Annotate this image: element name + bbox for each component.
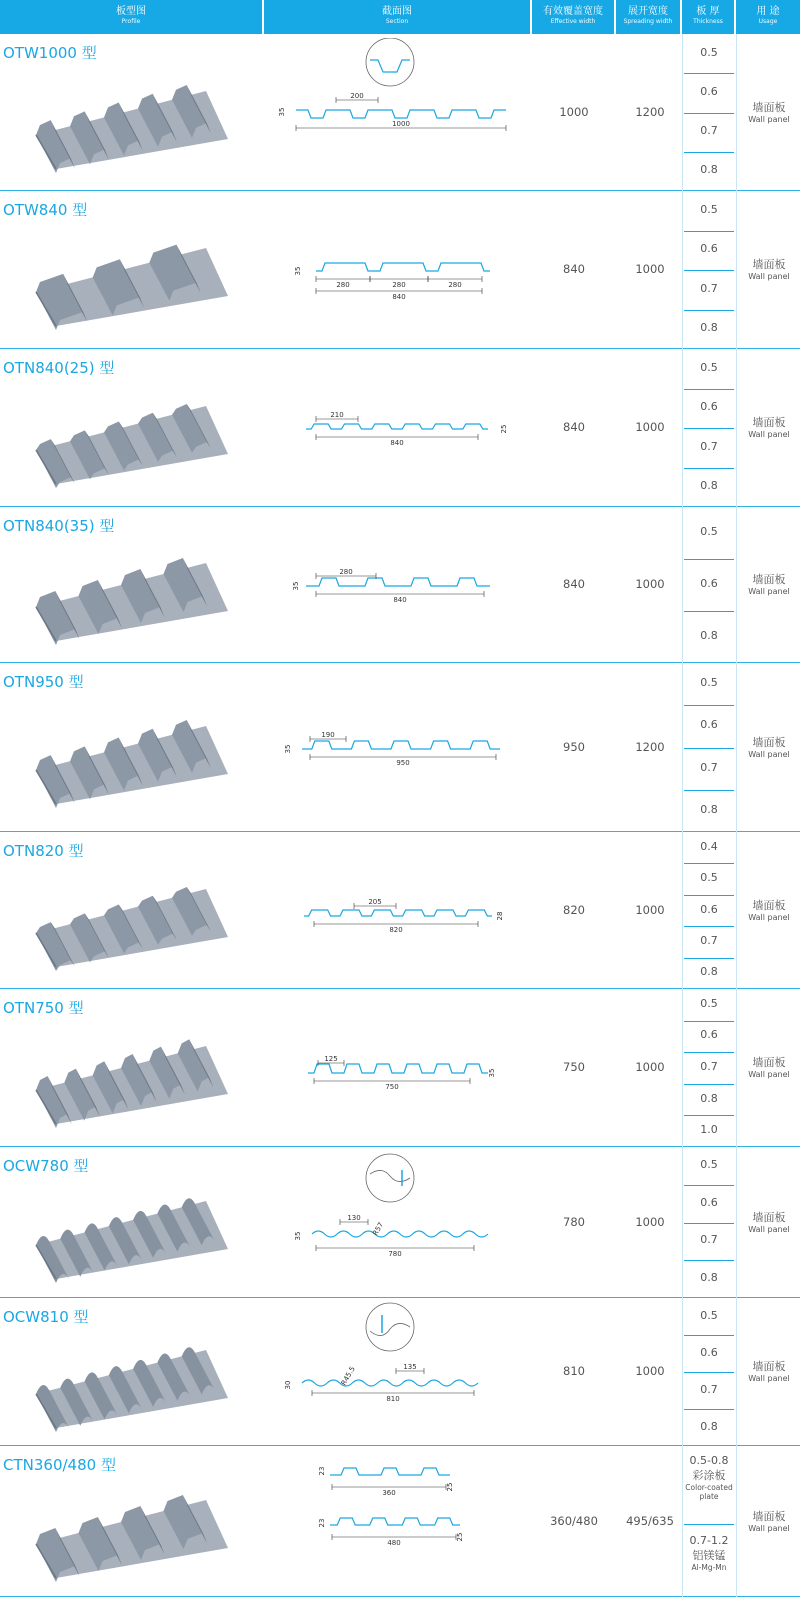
product-row (0, 989, 800, 1147)
section-drawing (278, 673, 518, 813)
section-line (302, 1380, 478, 1386)
header-usage-cn: 用 途 (756, 6, 780, 17)
profile-image (28, 1332, 238, 1432)
thickness-value: 0.6 (700, 1195, 718, 1209)
section-drawing (278, 38, 518, 178)
thickness-value: 0.8 (700, 965, 718, 979)
thickness-divider (684, 1185, 734, 1186)
header-profile-cn: 板型图 (116, 6, 146, 17)
thickness-value: 0.8 (700, 629, 718, 642)
usage-cn: 墙面板 (752, 1360, 786, 1373)
thickness-divider (684, 1409, 734, 1410)
section-drawing (278, 510, 518, 650)
usage-en: Wall panel (748, 1070, 790, 1079)
profile-sheet (36, 84, 228, 172)
product-name: OCW810 型 (3, 1308, 89, 1326)
thickness-value: 0.7 (700, 439, 718, 453)
spreading-width: 1000 (635, 1214, 665, 1229)
header-thickness-en: Thickness (693, 18, 723, 25)
thickness-divider (684, 1335, 734, 1336)
profile-image (28, 1028, 238, 1128)
profile-sheet (36, 719, 228, 807)
dim-lip-1: 25 (446, 1482, 454, 1491)
dim-height: 35 (284, 744, 292, 753)
usage (738, 1508, 800, 1533)
profile-sheet (36, 1494, 228, 1581)
thickness-value: 0.7 (700, 124, 718, 138)
dim-pitch: 130 (347, 1213, 361, 1222)
section-line (308, 1064, 488, 1073)
dim-radius: R45.5 (339, 1365, 357, 1387)
usage-cn: 墙面板 (752, 1509, 786, 1523)
thickness-value: 0.5 (700, 1157, 718, 1171)
dim-width: 750 (385, 1083, 399, 1091)
thickness-divider (684, 1052, 734, 1053)
product-name: OTW840 型 (3, 201, 88, 219)
usage-cn: 墙面板 (752, 573, 786, 586)
usage-en: Wall panel (748, 749, 790, 759)
thickness-value: 0.8 (700, 1419, 718, 1433)
spreading-width: 1000 (635, 1060, 665, 1074)
thickness-value: 0.6 (700, 1028, 718, 1042)
header-profile-en: Profile (121, 18, 141, 25)
dim-height: 35 (294, 1231, 302, 1240)
material-spec (682, 1534, 736, 1572)
profile-image (28, 545, 238, 645)
thickness-value: 0.7 (700, 1382, 718, 1396)
thickness-list (682, 349, 736, 507)
header-effective (532, 0, 616, 34)
dim-width: 840 (392, 293, 406, 301)
thickness-divider (684, 926, 734, 927)
usage (738, 256, 800, 281)
usage-cn: 墙面板 (752, 100, 786, 114)
profile-sheet (36, 886, 228, 970)
thickness-value: 0.6 (700, 577, 718, 590)
product-name: OCW780 型 (3, 1157, 89, 1175)
thickness-list (682, 1298, 736, 1446)
profile-sheet (36, 404, 228, 488)
thickness-value: 0.5 (700, 525, 718, 538)
thickness-list (682, 989, 736, 1147)
thickness-divider (684, 790, 734, 791)
thickness-divider (684, 1260, 734, 1261)
dim-pitch: 135 (403, 1363, 417, 1371)
profile-image (28, 73, 238, 173)
usage (738, 414, 800, 439)
thickness-value: 0.7 (700, 1060, 718, 1073)
thickness-value: 0.8 (700, 1271, 718, 1285)
dim-height: 30 (284, 1380, 292, 1390)
section-drawing (278, 836, 518, 976)
profile-sheet (36, 245, 228, 330)
thickness-divider (684, 1223, 734, 1224)
detail-circle (366, 38, 414, 86)
thickness-value: 0.8 (700, 163, 718, 177)
spreading-width: 1000 (635, 420, 665, 434)
profile-image (28, 1482, 238, 1582)
product-name: OTW1000 型 (3, 44, 97, 62)
thickness-divider (684, 231, 734, 232)
profile-image (28, 708, 238, 808)
usage (738, 1054, 800, 1079)
dim-radius: R57 (371, 1220, 386, 1237)
usage-en: Wall panel (748, 587, 790, 596)
usage-en: Wall panel (748, 1224, 790, 1234)
thickness-value: 0.6 (700, 242, 718, 256)
profile-image (28, 230, 238, 330)
dim-width-480: 480 (387, 1538, 401, 1547)
spreading-width: 1000 (635, 262, 665, 276)
thickness-divider (684, 113, 734, 114)
profile-image (28, 871, 238, 971)
usage-cn: 墙面板 (752, 416, 786, 429)
dim-width: 810 (386, 1395, 400, 1403)
effective-width: 810 (563, 1364, 585, 1378)
dim-width: 840 (390, 439, 404, 447)
material-en: Al-Mg-Mn (691, 1562, 727, 1572)
dim-width: 820 (389, 925, 403, 934)
thickness-value: 0.7 (700, 1233, 718, 1247)
effective-width: 360/480 (550, 1513, 598, 1528)
spreading-width: 1000 (635, 902, 665, 917)
spreading-width: 1000 (635, 1364, 665, 1378)
thickness-divider (684, 73, 734, 74)
effective-width: 950 (563, 739, 585, 754)
thickness-list (682, 191, 736, 349)
usage-en: Wall panel (748, 912, 790, 922)
thickness-value: 0.8 (700, 321, 718, 335)
usage (738, 99, 800, 124)
thickness-value: 0.5 (700, 871, 718, 885)
usage-cn: 墙面板 (752, 1056, 786, 1069)
dim-width: 840 (393, 596, 407, 604)
thickness-value: 0.5 (700, 676, 718, 690)
thickness-divider (684, 389, 734, 390)
effective-width: 750 (563, 1060, 585, 1074)
column-divider (736, 34, 737, 1597)
section-line (296, 110, 506, 118)
usage (738, 1358, 800, 1383)
thickness-divider (684, 270, 734, 271)
product-name: OTN840(25) 型 (3, 359, 115, 377)
thickness-divider (684, 1084, 734, 1085)
usage-cn: 墙面板 (752, 258, 786, 271)
dim-height: 28 (496, 911, 504, 920)
section-drawing (278, 993, 518, 1133)
thickness-divider (684, 895, 734, 896)
usage (738, 1209, 800, 1234)
effective-width: 840 (563, 420, 585, 434)
thickness-divider (684, 152, 734, 153)
dim-pitch-3: 280 (448, 281, 462, 289)
dim-pitch: 280 (339, 568, 353, 576)
product-name: OTN820 型 (3, 842, 84, 860)
profile-image (28, 388, 238, 488)
detail-circle (366, 1154, 414, 1202)
usage (738, 897, 800, 922)
thickness-divider (684, 958, 734, 959)
dim-height-1: 23 (318, 1466, 326, 1475)
thickness-value: 0.8 (700, 479, 718, 493)
thickness-value: 0.8 (700, 802, 718, 816)
dim-height: 25 (500, 424, 508, 434)
usage-en: Wall panel (748, 272, 790, 281)
product-name: OTN950 型 (3, 673, 84, 691)
thickness-value: 0.8 (700, 1091, 718, 1105)
dim-pitch: 205 (368, 897, 382, 906)
dim-height: 35 (292, 581, 300, 591)
thickness-divider (684, 748, 734, 749)
thickness-list (682, 1147, 736, 1298)
profile-image (28, 1183, 238, 1283)
section-line (302, 741, 500, 749)
header-effective-cn: 有效覆盖宽度 (543, 6, 603, 17)
dim-lip-2: 25 (456, 1532, 464, 1541)
dim-pitch: 190 (321, 730, 335, 739)
thickness-value: 0.6 (700, 718, 718, 732)
thickness-divider (684, 1115, 734, 1116)
thickness-list (682, 507, 736, 663)
dim-height: 35 (488, 1068, 496, 1078)
material-cn: 铝镁锰 (692, 1548, 726, 1562)
material-range: 0.5-0.8 (689, 1454, 729, 1467)
header-section-en: Section (385, 18, 409, 25)
thickness-list (682, 1446, 736, 1597)
product-row (0, 507, 800, 663)
product-row (0, 832, 800, 989)
dim-pitch: 125 (324, 1055, 338, 1063)
header-thickness (682, 0, 736, 34)
section-drawing (278, 1297, 518, 1437)
section-line (306, 578, 490, 586)
usage-en: Wall panel (748, 1523, 790, 1533)
profile-sheet (36, 1198, 228, 1283)
thickness-list (682, 663, 736, 832)
header-section (264, 0, 532, 34)
section-line (306, 424, 488, 429)
dim-width-360: 360 (382, 1488, 396, 1497)
usage (738, 734, 800, 759)
dim-pitch-1: 280 (336, 281, 350, 289)
thickness-divider (684, 1021, 734, 1022)
detail-circle (366, 1303, 414, 1351)
product-name: CTN360/480 型 (3, 1456, 116, 1474)
header-spreading-en: Spreading width (623, 18, 673, 25)
section-line (330, 1468, 450, 1475)
thickness-divider (684, 310, 734, 311)
thickness-value: 0.7 (700, 281, 718, 295)
dim-width: 950 (396, 758, 410, 767)
section-line (316, 263, 490, 271)
thickness-value: 0.5 (700, 360, 718, 374)
spreading-width: 1000 (635, 577, 665, 591)
header-thickness-cn: 板 厚 (696, 6, 720, 17)
section-drawing (278, 195, 518, 335)
header-usage-en: Usage (758, 18, 778, 25)
usage-cn: 墙面板 (752, 898, 786, 912)
spreading-width: 495/635 (626, 1513, 674, 1528)
header-effective-en: Effective width (550, 18, 596, 25)
thickness-divider (684, 611, 734, 612)
usage-en: Wall panel (748, 1374, 790, 1383)
material-range: 0.7-1.2 (689, 1533, 729, 1547)
thickness-value: 0.6 (700, 84, 718, 98)
section-line (330, 1518, 460, 1525)
effective-width: 1000 (559, 104, 589, 119)
product-row (0, 1298, 800, 1446)
thickness-value: 0.6 (700, 1345, 718, 1359)
dim-height-2: 23 (318, 1518, 326, 1527)
table-header (0, 0, 800, 34)
material-cn: 彩涂板 (692, 1469, 726, 1482)
product-name: OTN840(35) 型 (3, 517, 115, 535)
dim-width: 1000 (392, 119, 410, 128)
product-row (0, 1446, 800, 1597)
header-spreading (616, 0, 682, 34)
thickness-list (682, 34, 736, 191)
effective-width: 840 (563, 577, 585, 591)
profile-sheet (36, 1039, 228, 1128)
effective-width: 840 (563, 262, 585, 276)
thickness-divider (684, 468, 734, 469)
product-row (0, 663, 800, 832)
thickness-value: 0.5 (700, 1308, 718, 1322)
thickness-value: 0.7 (700, 933, 718, 947)
thickness-list (682, 832, 736, 989)
product-row (0, 34, 800, 191)
thickness-value: 0.5 (700, 996, 718, 1010)
thickness-divider (684, 705, 734, 706)
thickness-value: 0.4 (700, 839, 718, 853)
header-profile (0, 0, 264, 34)
thickness-value: 0.5 (700, 202, 718, 216)
product-row (0, 1147, 800, 1298)
dim-height: 35 (294, 266, 302, 276)
profile-sheet (36, 558, 228, 645)
spreading-width: 1200 (635, 739, 665, 754)
thickness-value: 0.6 (700, 902, 718, 916)
usage-en: Wall panel (748, 430, 790, 439)
usage-cn: 墙面板 (752, 735, 786, 749)
thickness-value: 1.0 (700, 1123, 718, 1137)
thickness-divider (684, 863, 734, 864)
effective-width: 780 (563, 1214, 585, 1229)
product-row (0, 349, 800, 507)
dim-pitch-2: 280 (392, 281, 406, 289)
material-en: Color-coated plate (685, 1483, 733, 1501)
spreading-width: 1200 (635, 104, 665, 119)
section-line (304, 910, 492, 916)
section-drawing (278, 1447, 518, 1587)
header-usage (736, 0, 800, 34)
effective-width: 820 (563, 902, 585, 917)
thickness-value: 0.5 (700, 45, 718, 59)
section-line (312, 1231, 488, 1237)
column-divider (682, 34, 683, 1597)
header-spreading-cn: 展开宽度 (628, 6, 668, 17)
dim-pitch: 210 (330, 411, 344, 419)
profile-sheet (36, 1347, 228, 1432)
section-drawing (278, 353, 518, 493)
material-spec (682, 1454, 736, 1501)
dim-height: 35 (278, 107, 286, 116)
thickness-value: 0.6 (700, 400, 718, 414)
dim-width: 780 (388, 1249, 402, 1258)
usage (738, 571, 800, 596)
product-name: OTN750 型 (3, 999, 84, 1017)
thickness-value: 0.7 (700, 760, 718, 774)
header-section-cn: 截面图 (382, 6, 412, 17)
material-divider (684, 1524, 734, 1525)
thickness-divider (684, 559, 734, 560)
usage-en: Wall panel (748, 114, 790, 124)
section-drawing (278, 1148, 518, 1288)
thickness-divider (684, 1372, 734, 1373)
dim-pitch: 200 (350, 91, 364, 100)
usage-cn: 墙面板 (752, 1210, 786, 1224)
thickness-divider (684, 428, 734, 429)
product-row (0, 191, 800, 349)
